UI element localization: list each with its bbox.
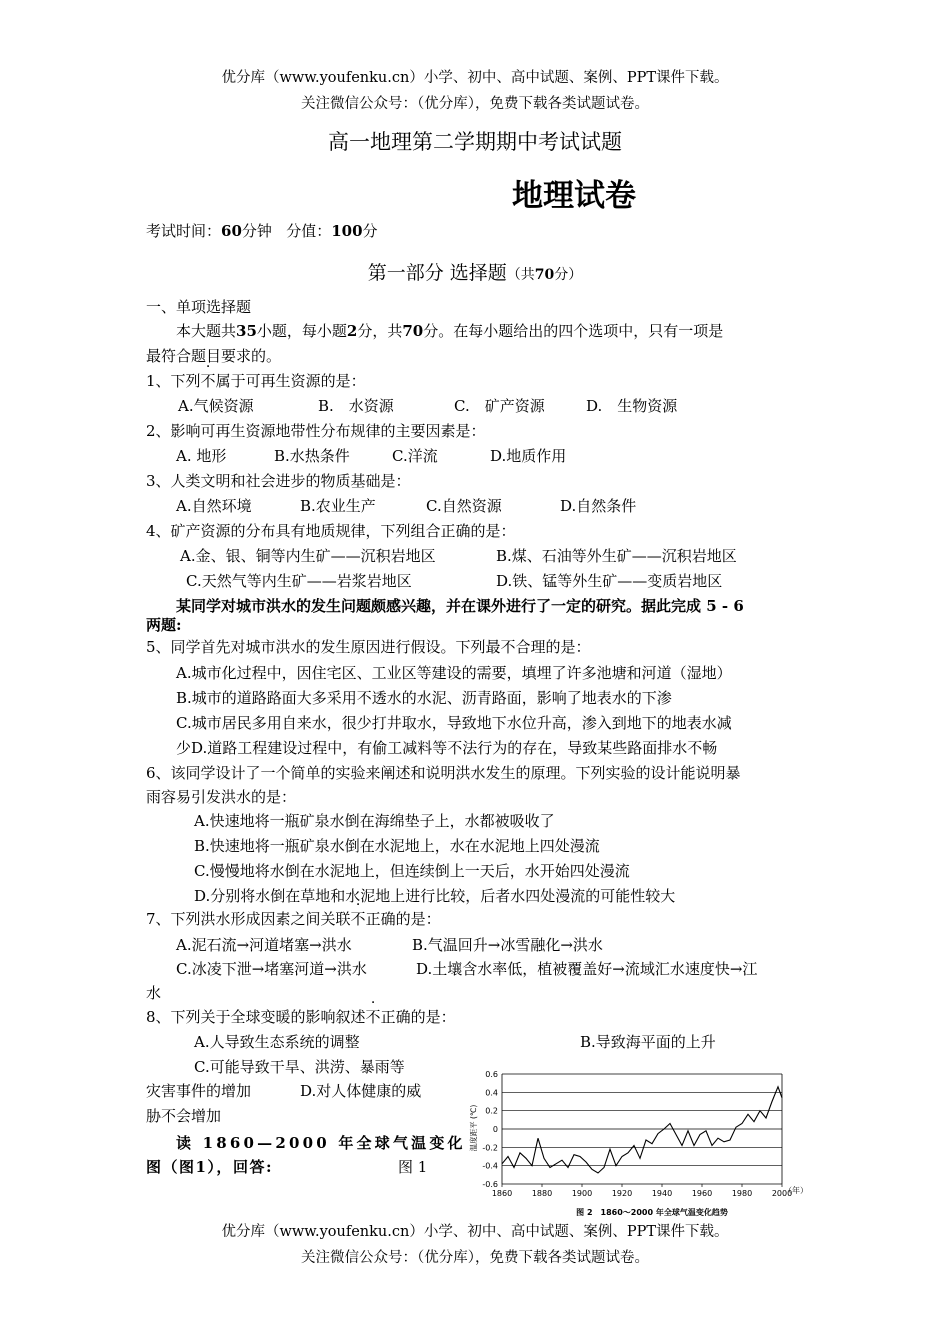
q4-option-a: A.金、银、铜等内生矿——沉积岩地区 xyxy=(180,547,436,565)
q7-option-b: B.气温回升→冰雪融化→洪水 xyxy=(412,936,603,954)
q7-option-c: C.冰凌下泄→堵塞河道→洪水 xyxy=(176,960,367,978)
q3-option-d: D.自然条件 xyxy=(560,497,637,515)
group-56-intro: 某同学对城市洪水的发生问题颇感兴趣，并在课外进行了一定的研究。据此完成 5 - 6 xyxy=(176,597,744,615)
section-intro: 本大题共35小题，每小题2分，共70分。在每小题给出的四个选项中，只有一项是 xyxy=(176,322,724,340)
exam-subtitle: 地理试卷 xyxy=(512,178,636,214)
header-line-1: 优分库（www.youfenku.cn）小学、初中、高中试题、案例、PPT课件下载。 xyxy=(221,70,729,86)
read-instruction-line2: 图（图1），回答: xyxy=(146,1158,273,1176)
q1-stem: 1、下列不属于可再生资源的是： xyxy=(146,372,366,390)
q6-option-c: C.慢慢地将水倒在水泥地上，但连续倒上一天后，水开始四处漫流 xyxy=(194,862,630,880)
q6-option-d: D.分别将水倒在草地和水泥地上进行比较，后者水四处漫流的可能性较大 xyxy=(194,887,676,905)
temperature-anomaly-series xyxy=(502,1087,782,1173)
q6-option-b: B.快速地将一瓶矿泉水倒在水泥地上，水在水泥地上四处漫流 xyxy=(194,837,600,855)
group-56-intro-line2: 两题: xyxy=(146,616,182,634)
q7-option-a: A.泥石流→河道堵塞→洪水 xyxy=(176,936,352,954)
q6-stem-line2: 雨容易引发洪水的是： xyxy=(146,788,297,806)
part-1-title: 第一部分 选择题（共70分） xyxy=(367,262,583,284)
chart-xtick-label: 1980 xyxy=(731,1189,753,1198)
q6-option-a: A.快速地将一瓶矿泉水倒在海绵垫子上，水都被吸收了 xyxy=(194,812,555,830)
q8-option-a: A.人导致生态系统的调整 xyxy=(194,1033,360,1051)
section-intro-line2: 最符合题目要求的。 xyxy=(146,347,282,365)
chart-xtick-label: 1860 xyxy=(491,1189,513,1198)
chart-ytick-label: 0.4 xyxy=(485,1088,498,1098)
q3-option-b: B.农业生产 xyxy=(300,497,376,515)
q7-option-d: D.土壤含水率低，植被覆盖好→流域汇水速度快→江 xyxy=(416,960,758,978)
q2-option-d: D.地质作用 xyxy=(490,447,567,465)
q5-option-d: 少D.道路工程建设过程中，有偷工减料等不法行为的存在，导致某些路面排水不畅 xyxy=(176,739,718,757)
q6-stem: 6、该同学设计了一个简单的实验来阐述和说明洪水发生的原理。下列实验的设计能说明暴 xyxy=(146,764,741,782)
chart-ytick-label: 0.2 xyxy=(485,1106,498,1116)
chart-ylabel: 温度距平 (℃) xyxy=(469,1104,478,1152)
q5-option-c: C.城市居民多用自来水，很少打井取水，导致地下水位升高，渗入到地下的地表水减 xyxy=(176,714,732,732)
chart-ytick-label: 0 xyxy=(492,1125,498,1134)
q4-stem: 4、矿产资源的分布具有地质规律，下列组合正确的是： xyxy=(146,522,516,540)
read-instruction: 读 1860—2000 年全球气温变化 xyxy=(176,1134,466,1152)
q5-option-b: B.城市的道路路面大多采用不透水的水泥、沥青路面，影响了地表水的下渗 xyxy=(176,689,672,707)
footer-line-2: 关注微信公众号：（优分库），免费下载各类试题试卷。 xyxy=(301,1250,649,1266)
chart-xunit: （年） xyxy=(784,1186,808,1195)
q3-option-c: C.自然资源 xyxy=(426,497,502,515)
q4-option-b: B.煤、石油等外生矿——沉积岩地区 xyxy=(496,547,737,565)
chart-ytick-label: 0.6 xyxy=(485,1070,498,1079)
q2-option-a: A. 地形 xyxy=(176,447,227,465)
q1-option-d: D. 生物资源 xyxy=(586,397,678,415)
q1-option-b: B. 水资源 xyxy=(318,397,394,415)
chart-xtick-label: 1940 xyxy=(651,1189,673,1198)
q4-option-c: C.天然气等内生矿——岩浆岩地区 xyxy=(186,572,412,590)
header-line-2: 关注微信公众号：（优分库），免费下载各类试题试卷。 xyxy=(301,96,649,112)
chart-ytick-label: -0.6 xyxy=(482,1180,498,1189)
page-title: 高一地理第二学期期中考试试题 xyxy=(328,130,622,154)
chart-ytick-label: -0.2 xyxy=(482,1143,498,1153)
q4-option-d: D.铁、锰等外生矿——变质岩地区 xyxy=(496,572,723,590)
section-heading: 一、单项选择题 xyxy=(146,298,252,316)
q2-stem: 2、影响可再生资源地带性分布规律的主要因素是： xyxy=(146,422,486,440)
exam-info: 考试时间：60分钟 分值：100分 xyxy=(146,222,378,240)
footer-line-1: 优分库（www.youfenku.cn）小学、初中、高中试题、案例、PPT课件下载。 xyxy=(221,1224,729,1240)
q3-option-a: A.自然环境 xyxy=(176,497,252,515)
temperature-chart xyxy=(462,1060,832,1220)
q1-option-a: A.气候资源 xyxy=(178,397,254,415)
chart-xtick-label: 1880 xyxy=(531,1189,553,1198)
q7-stem: 7、下列洪水形成因素之间关联不正确的是： xyxy=(146,910,441,928)
q7-option-d-line2: 水 xyxy=(146,984,162,1002)
q2-option-c: C.洋流 xyxy=(392,447,438,465)
q8-option-c: C.可能导致干旱、洪涝、暴雨等 xyxy=(194,1058,405,1076)
q2-option-b: B.水热条件 xyxy=(274,447,350,465)
chart-xtick-label: 1920 xyxy=(611,1189,633,1198)
q8-option-d: D.对人体健康的威 xyxy=(300,1082,422,1100)
q5-option-a: A.城市化过程中，因住宅区、工业区等建设的需要，填埋了许多池塘和河道（湿地） xyxy=(176,664,732,682)
q3-stem: 3、人类文明和社会进步的物质基础是： xyxy=(146,472,411,490)
q8-stem: 8、下列关于全球变暖的影响叙述不正确的是： xyxy=(146,1008,456,1026)
q8-option-d-line2: 胁不会增加 xyxy=(146,1107,222,1125)
q5-stem: 5、同学首先对城市洪水的发生原因进行假设。下列最不合理的是： xyxy=(146,638,591,656)
q8-option-c-line2: 灾害事件的增加 xyxy=(146,1082,252,1100)
chart-ytick-label: -0.4 xyxy=(482,1161,498,1171)
chart-xtick-label: 2000 xyxy=(771,1189,793,1198)
chart-caption: 图 2 1860～2000 年全球气温变化趋势 xyxy=(576,1208,728,1217)
chart-xtick-label: 1900 xyxy=(571,1189,593,1198)
figure-label: 图 1 xyxy=(398,1158,428,1176)
q1-option-c: C. 矿产资源 xyxy=(454,397,545,415)
q8-option-b: B.导致海平面的上升 xyxy=(580,1033,716,1051)
chart-xtick-label: 1960 xyxy=(691,1189,713,1198)
